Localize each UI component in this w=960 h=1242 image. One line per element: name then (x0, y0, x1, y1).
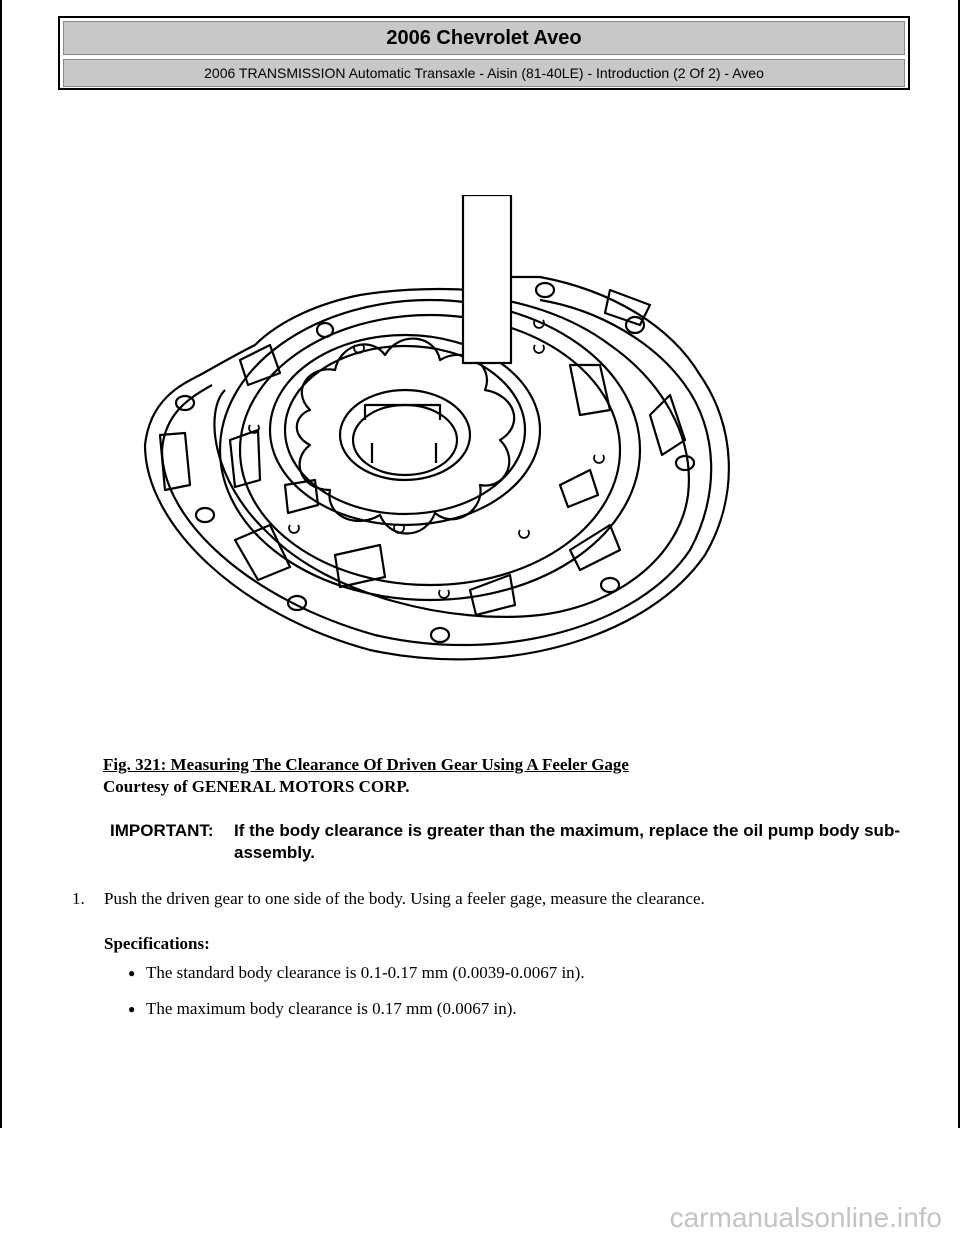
watermark: carmanualsonline.info (669, 1202, 942, 1233)
document-title: 2006 Chevrolet Aveo (63, 21, 905, 55)
list-item (128, 998, 585, 1034)
document-header (58, 16, 910, 90)
bullet-icon: ● (128, 1002, 136, 1016)
specifications-title: Specifications: (104, 934, 210, 953)
procedure-step (72, 888, 912, 910)
footer-strip (0, 1128, 960, 1242)
gear-teeth (297, 339, 514, 534)
small-holes (249, 320, 604, 598)
important-label: IMPORTANT: (110, 821, 214, 840)
figure-title-link[interactable]: Fig. 321: Measuring The Clearance Of Driven Gear Using A Feeler Gage (103, 755, 629, 774)
specifications-list (128, 962, 585, 1034)
step-number: 1. (72, 889, 85, 908)
figure-courtesy: Courtesy of GENERAL MOTORS CORP. (103, 777, 410, 796)
figure-caption (103, 754, 629, 798)
spec-text: The standard body clearance is 0.1-0.17 mm (0.0039-0.0067 in). (146, 963, 585, 982)
list-item (128, 962, 585, 998)
oil-passages (160, 290, 685, 615)
spec-text: The maximum body clearance is 0.17 mm (0.0067 in). (146, 999, 517, 1018)
document-subtitle: 2006 TRANSMISSION Automatic Transaxle - Aisin (81-40LE) - Introduction (2 Of 2) - Aveo (63, 59, 905, 87)
step-text: Push the driven gear to one side of the body. Using a feeler gage, measure the clearance. (104, 889, 705, 908)
important-text: If the body clearance is greater than the maximum, replace the oil pump body sub-assembly. (234, 821, 900, 862)
feeler-gage (463, 195, 511, 363)
important-note (110, 820, 900, 864)
bullet-icon: ● (128, 966, 136, 980)
oil-pump-figure (140, 195, 740, 670)
